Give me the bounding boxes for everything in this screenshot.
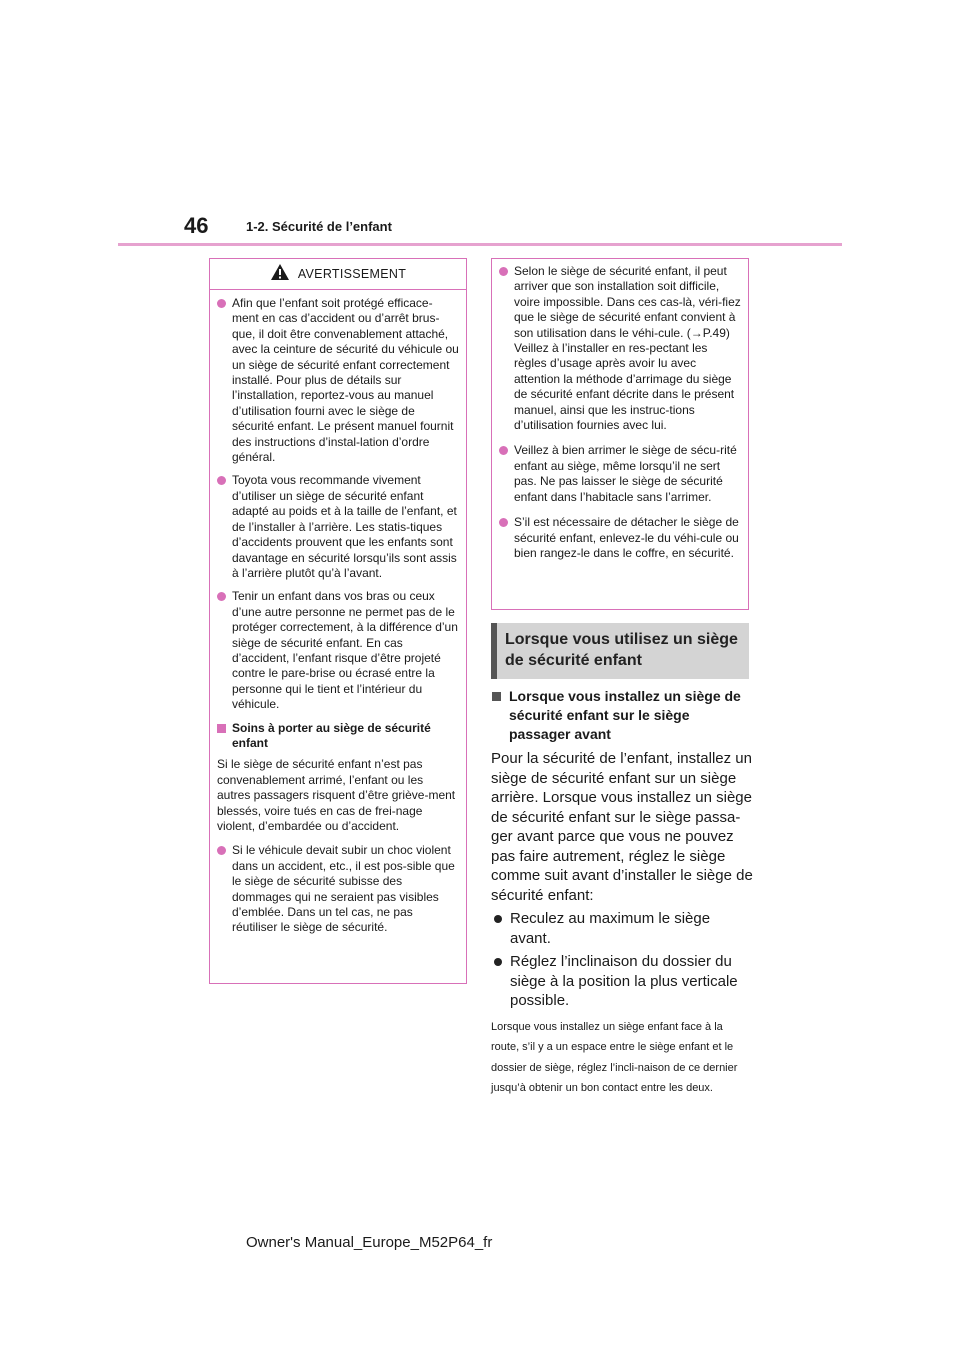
page-number: 46 [184,213,209,238]
warning-item-text: Toyota vous recommande vivement d’utiliser un siège de sécurité enfant adapté au poids et à la taille de l’enfant, et de l’installer à l’arrière. Les statis-tiques d’accidents prouvent que les enfants sont davantage en sécurité lorsqu’ils sont assis à l’arrière plutôt qu’à l’avant. [232,473,457,580]
section-heading: Lorsque vous utilisez un siège de sécurité enfant [491,623,749,679]
warning-item [499,443,741,505]
warning-title: AVERTISSEMENT [297,267,407,281]
warning-item-text: S’il est nécessaire de détacher le siège de sécurité enfant, enlevez-le du véhi-cule ou bien rangez-le dans le coffre, en sécurité. [514,515,739,560]
bullet-dot-icon [499,518,508,527]
bullet-square-icon [217,724,226,733]
bullet-dot-icon [494,915,502,923]
warning-body [210,290,466,936]
warning-item [217,296,459,465]
bullet-list [491,909,753,1011]
warning-item-text: Tenir un enfant dans vos bras ou ceux d’une autre personne ne permet pas de le protéger correctement, à la différence d’un siège de sécurité enfant. En cas d’accident, l’enfant risque d’être projeté contre le pare-brise ou écrasé entre la personne qui le tient et l’intérieur du véhicule. [232,589,458,712]
warning-item [499,515,741,561]
bullet-dot-icon [217,592,226,601]
warning-item-text: Afin que l’enfant soit protégé efficace-ment en cas d’accident ou d’arrêt brus-que, il doit être convenablement attaché, avec la ceinture de sécurité du véhicule ou un siège de sécurité enfant correctement installé. Pour plus de détails sur l’installation, reportez-vous au manuel d’utilisation fourni avec le siège de sécurité enfant. Le présent manuel fournit des instructions d’instal-lation d’ordre général. [232,296,459,465]
footer-text: Owner's Manual_Europe_M52P64_fr [246,1234,493,1251]
list-item [491,952,753,1011]
warning-item [217,843,459,935]
warning-box [209,258,467,984]
subheading [491,687,753,744]
warning-header [210,259,466,290]
bullet-dot-icon [217,846,226,855]
warning-subsection-text: Si le siège de sécurité enfant n’est pas convenablement arrimé, l’enfant ou les autres passagers risquent d’être griève-ment blessés, voire tués en cas de frei-nage violent, d’embardée ou d’accident. [217,757,456,833]
bullet-dot-icon [217,476,226,485]
section-title: 1-2. Sécurité de l’enfant [246,219,392,234]
warning-item-text: Veillez à bien arrimer le siège de sécu-rité enfant au siège, même lorsqu’il ne sert pas. Ne pas laisser le siège de sécurité enfant dans l’habitacle sans l’arrimer. [514,443,737,504]
bullet-dot-icon [494,958,502,966]
main-content [491,687,753,1099]
bullet-dot-icon [499,446,508,455]
warning-item [217,589,459,712]
page-reference-link[interactable]: →P.49 [690,325,726,340]
warning-item [499,264,741,433]
list-item-text: Reculez au maximum le siège avant. [510,910,711,947]
header-rule [118,243,842,246]
body-paragraph: Pour la sécurité de l’enfant, installez un siège de sécurité enfant sur un siège arrière. Lorsque vous installez un siège de sécurité enfant sur le siège passa-ger avant parce que vous ne pouvez pas faire autrement, réglez le siège comme suit avant d’installer le siège de sécurité enfant: [491,750,753,904]
warning-subsection-heading [217,721,459,752]
bullet-dot-icon [499,267,508,276]
list-item-text: Réglez l’inclinaison du dossier du siège à la position la plus verticale possible. [510,953,738,1009]
warning-item-text: Si le véhicule devait subir un choc violent dans un accident, etc., il est pos-sible que le siège de sécurité subisse des dommages qui ne seraient pas visibles d’emblée. Dans un tel cas, ne pas réutiliser le siège de sécurité. [232,843,455,935]
bullet-dot-icon [217,299,226,308]
warning-item-text [514,264,741,433]
warning-continuation-box [491,258,749,610]
subheading-square-icon [492,692,501,701]
note-text: Lorsque vous installez un siège enfant face à la route, s’il y a un espace entre le siège enfant et le dossier de siège, réglez l’incli-naison de ce dernier jusqu’à obtenir un bon contact entre les deux. [491,1020,738,1094]
warning-triangle-icon [270,263,290,286]
subheading-text: Lorsque vous installez un siège de sécurité enfant sur le siège passager avant [509,688,741,742]
item-text-part: Selon le siège de sécurité enfant, il peut arriver que son installation soit difficile, voire impossible. Dans ces cas-là, véri-fiez que le siège de sécurité enfant convient à son utilisation dans le véhi-cule. ( [514,264,741,340]
warning-item [217,473,459,581]
warning-subsection-title: Soins à porter au siège de sécurité enfant [232,720,431,750]
list-item [491,909,753,948]
item-text-part: ) Veillez à l’installer en res-pectant les règles d’usage après avoir lu avec attention la méthode d’arrimage du siège de sécurité enfant décrite dans le présent manuel, ainsi que les instruc-tions d’utilisation fournies avec lui. [514,325,735,433]
